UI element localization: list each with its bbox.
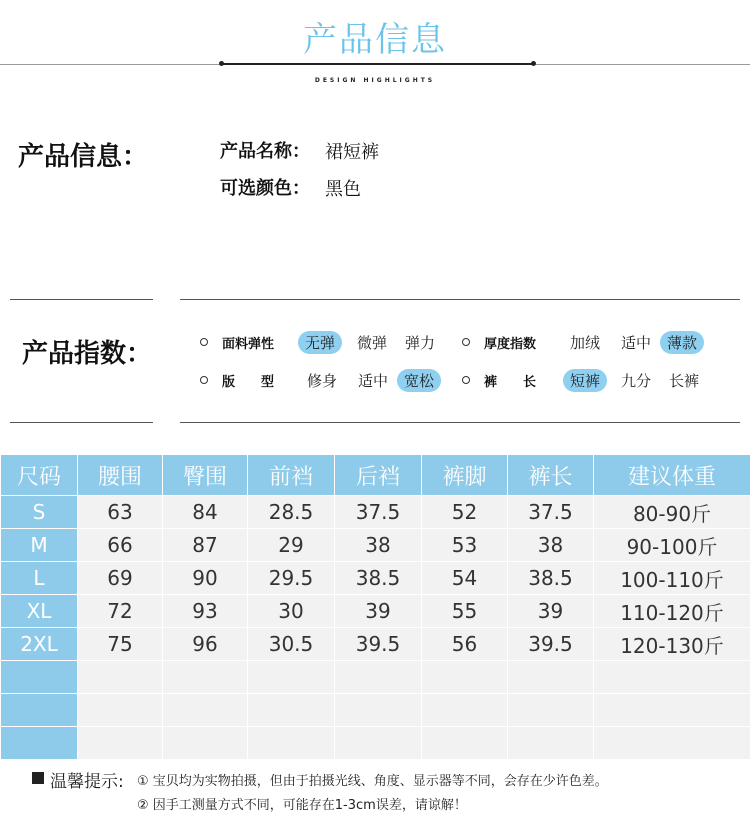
table-cell: 75 (78, 628, 163, 661)
divider-dot-left (219, 61, 224, 66)
table-cell (594, 727, 750, 760)
column-header: 臀围 (163, 455, 248, 496)
fabric-elasticity-label: 面料弹性 (222, 337, 275, 352)
header-divider-accent (222, 63, 534, 65)
section-divider-right-bottom (180, 422, 740, 423)
table-cell: 38 (508, 529, 594, 562)
table-cell: 80-90斤 (594, 496, 750, 529)
table-cell (508, 727, 594, 760)
table-header-row (1, 455, 750, 496)
size-cell: XL (1, 595, 78, 628)
table-body (1, 496, 750, 760)
thickness-option: 适中 (621, 334, 652, 352)
table-cell (335, 694, 422, 727)
section-divider-left-bottom (10, 422, 153, 423)
page-subtitle: DESIGN HIGHLIGHTS (314, 77, 436, 84)
table-cell (422, 661, 508, 694)
column-header: 前裆 (248, 455, 335, 496)
table-cell: 39.5 (508, 628, 594, 661)
fit-option: 适中 (358, 372, 389, 390)
table-cell (422, 694, 508, 727)
table-cell: 110-120斤 (594, 595, 750, 628)
table-cell: 37.5 (335, 496, 422, 529)
table-cell (335, 661, 422, 694)
thickness-option: 加绒 (570, 334, 601, 352)
column-header: 后裆 (335, 455, 422, 496)
table-row (1, 727, 750, 760)
fit-label: 版 型 (222, 375, 275, 390)
info-heading: 产品信息： (18, 142, 149, 172)
table-cell (594, 661, 750, 694)
bullet-icon (462, 338, 470, 346)
table-cell: 38 (335, 529, 422, 562)
column-header: 裤长 (508, 455, 594, 496)
length-option-selected: 短裤 (563, 369, 607, 392)
page-title: 产品信息 (303, 20, 447, 60)
table-cell: 120-130斤 (594, 628, 750, 661)
table-cell (78, 727, 163, 760)
tips-marker-icon (32, 772, 44, 784)
color-label: 可选颜色： (220, 178, 310, 199)
table-cell (163, 694, 248, 727)
table-cell: 38.5 (508, 562, 594, 595)
size-table (0, 454, 750, 760)
table-cell: 96 (163, 628, 248, 661)
table-cell: 72 (78, 595, 163, 628)
table-cell (248, 727, 335, 760)
fabric-option-selected: 无弹 (298, 331, 342, 354)
size-cell: M (1, 529, 78, 562)
tip-item: ① 宝贝均为实物拍摄，但由于拍摄光线、角度、显示器等不同，会存在少许色差。 (137, 774, 608, 789)
table-cell (248, 694, 335, 727)
table-cell: 53 (422, 529, 508, 562)
table-row (1, 694, 750, 727)
table-cell: 52 (422, 496, 508, 529)
product-name-value: 裙短裤 (325, 142, 379, 163)
table-cell: 39 (335, 595, 422, 628)
table-row (1, 562, 750, 595)
table-cell (78, 694, 163, 727)
table-cell: 93 (163, 595, 248, 628)
table-cell: 100-110斤 (594, 562, 750, 595)
table-cell: 66 (78, 529, 163, 562)
fit-option-selected: 宽松 (397, 369, 441, 392)
table-cell: 29.5 (248, 562, 335, 595)
table-cell: 84 (163, 496, 248, 529)
table-cell (335, 727, 422, 760)
size-cell (1, 727, 78, 760)
thickness-label: 厚度指数 (484, 337, 537, 352)
table-cell: 69 (78, 562, 163, 595)
product-name-label: 产品名称： (220, 141, 310, 162)
tip-item: ② 因手工测量方式不同，可能存在1-3cm误差，请谅解！ (137, 798, 467, 813)
table-cell (508, 694, 594, 727)
size-cell: S (1, 496, 78, 529)
table-cell (78, 661, 163, 694)
table-cell (163, 727, 248, 760)
table-cell (248, 661, 335, 694)
table-cell: 63 (78, 496, 163, 529)
fabric-option: 微弹 (357, 334, 388, 352)
length-option: 长裤 (669, 372, 700, 390)
table-cell: 87 (163, 529, 248, 562)
column-header: 腰围 (78, 455, 163, 496)
table-row (1, 628, 750, 661)
section-divider-right (180, 299, 740, 300)
table-cell: 56 (422, 628, 508, 661)
table-cell (508, 661, 594, 694)
table-cell: 30 (248, 595, 335, 628)
table-cell: 37.5 (508, 496, 594, 529)
bullet-icon (462, 376, 470, 384)
table-cell: 90-100斤 (594, 529, 750, 562)
table-row (1, 661, 750, 694)
table-cell: 29 (248, 529, 335, 562)
table-cell: 28.5 (248, 496, 335, 529)
bullet-icon (200, 338, 208, 346)
column-header: 建议体重 (594, 455, 750, 496)
table-cell: 55 (422, 595, 508, 628)
section-divider-left (10, 299, 153, 300)
thickness-option-selected: 薄款 (660, 331, 704, 354)
divider-dot-right (531, 61, 536, 66)
length-label: 裤 长 (484, 375, 537, 390)
table-cell: 38.5 (335, 562, 422, 595)
table-cell: 39 (508, 595, 594, 628)
tips-label: 温馨提示: (50, 772, 124, 792)
table-cell: 54 (422, 562, 508, 595)
bullet-icon (200, 376, 208, 384)
table-cell (594, 694, 750, 727)
table-row (1, 529, 750, 562)
table-cell: 39.5 (335, 628, 422, 661)
size-cell: 2XL (1, 628, 78, 661)
table-cell: 90 (163, 562, 248, 595)
column-header: 尺码 (1, 455, 78, 496)
length-option: 九分 (621, 372, 652, 390)
table-cell: 30.5 (248, 628, 335, 661)
table-row (1, 496, 750, 529)
fit-option: 修身 (307, 372, 338, 390)
size-cell (1, 694, 78, 727)
column-header: 裤脚 (422, 455, 508, 496)
index-heading: 产品指数： (22, 339, 153, 369)
color-value: 黑色 (325, 179, 361, 200)
size-cell (1, 661, 78, 694)
table-cell (422, 727, 508, 760)
fabric-option: 弹力 (405, 334, 436, 352)
table-row (1, 595, 750, 628)
table-cell (163, 661, 248, 694)
size-cell: L (1, 562, 78, 595)
